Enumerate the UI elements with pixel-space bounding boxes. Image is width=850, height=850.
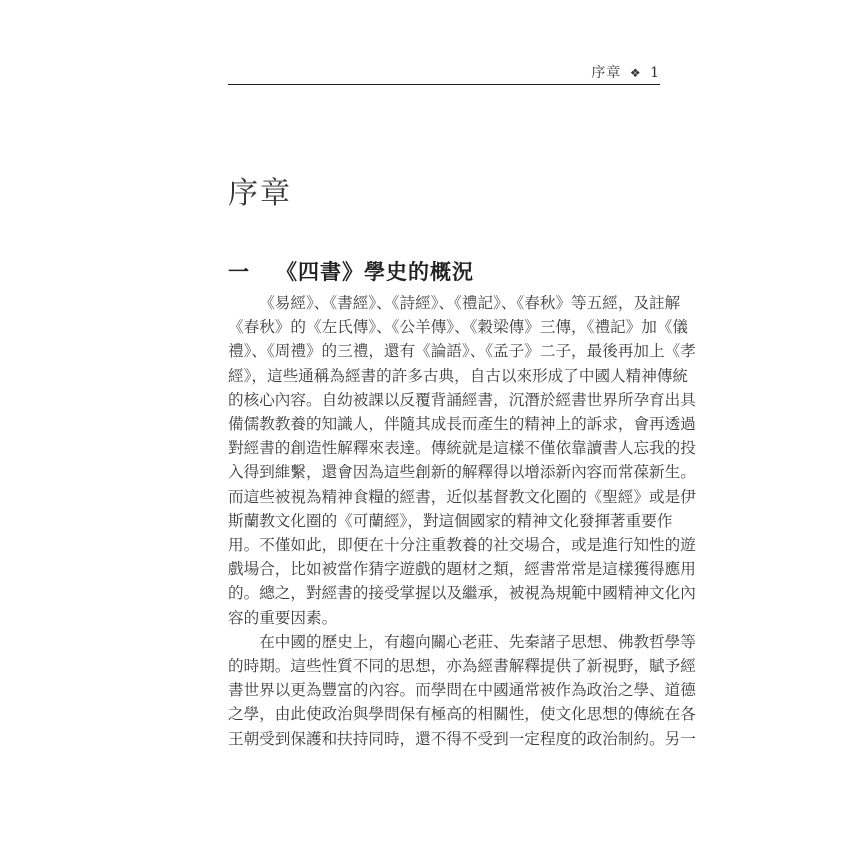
section-number: 一 [228, 260, 249, 284]
text-line: 《易經》、《書經》、《詩經》、《禮記》、《春秋》等五經，及註解 [259, 294, 681, 312]
diamond-ornament-icon: ❖ [629, 66, 642, 80]
text-line: 王朝受到保護和扶持同時，還不得不受到一定程度的政治制約。另一 [228, 729, 696, 748]
running-head-label: 序章 [591, 65, 622, 81]
header-rule [228, 84, 660, 85]
text-line: 《春秋》的《左氏傳》、《公羊傳》、《穀梁傳》三傳，《禮記》加《儀 [228, 318, 689, 337]
text-line: 之學，由此使政治與學問保有極高的相關性，使文化思想的傳統在各 [228, 705, 696, 724]
paragraph-2 [228, 630, 696, 751]
paragraph-1 [228, 291, 696, 630]
text-line: 的時期。這些性質不同的思想，亦為經書解釋提供了新視野，賦予經 [228, 657, 696, 676]
text-line: 對經書的創造性解釋來表達。傳統就是這樣不僅依靠讀書人忘我的投 [228, 439, 696, 458]
text-line: 在中國的歷史上，有趨向關心老莊、先秦諸子思想、佛教哲學等 [259, 632, 696, 651]
text-line: 的核心內容。自幼被課以反覆背誦經書，沉潛於經書世界所孕育出具 [228, 390, 696, 409]
section-heading [228, 256, 474, 286]
text-line: 禮》、《周禮》的三禮，還有《論語》、《孟子》二子，最後再加上《孝 [228, 342, 696, 361]
page-number: 1 [650, 65, 660, 81]
text-line: 斯蘭教文化圈的《可蘭經》，對這個國家的精神文化發揮著重要作 [228, 511, 673, 530]
text-line: 備儒教教養的知識人，伴隨其成長而產生的精神上的訴求，會再透過 [228, 415, 696, 434]
running-head [228, 62, 660, 84]
text-line: 用。不僅如此，即便在十分注重教養的社交場合，或是進行知性的遊 [228, 536, 696, 555]
text-line: 經》，這些通稱為經書的許多古典，自古以來形成了中國人精神傳統 [228, 366, 689, 385]
text-line: 而這些被視為精神食糧的經書，近似基督教文化圈的《聖經》或是伊 [228, 487, 696, 506]
body-text [228, 291, 696, 751]
text-line: 書世界以更為豐富的內容。而學問在中國通常被作為政治之學、道德 [228, 681, 696, 700]
text-line: 戲場合，比如被當作猜字遊戲的題材之類，經書常常是這樣獲得應用 [228, 560, 696, 579]
text-line: 容的重要因素。 [228, 608, 338, 627]
section-title: 《四書》學史的概況 [276, 260, 474, 284]
chapter-title: 序章 [228, 176, 292, 211]
text-line: 的。總之，對經書的接受掌握以及繼承，被視為規範中國精神文化內 [228, 584, 696, 603]
text-line: 入得到維繫，還會因為這些創新的解釋得以增添新內容而常葆新生。 [228, 463, 696, 482]
